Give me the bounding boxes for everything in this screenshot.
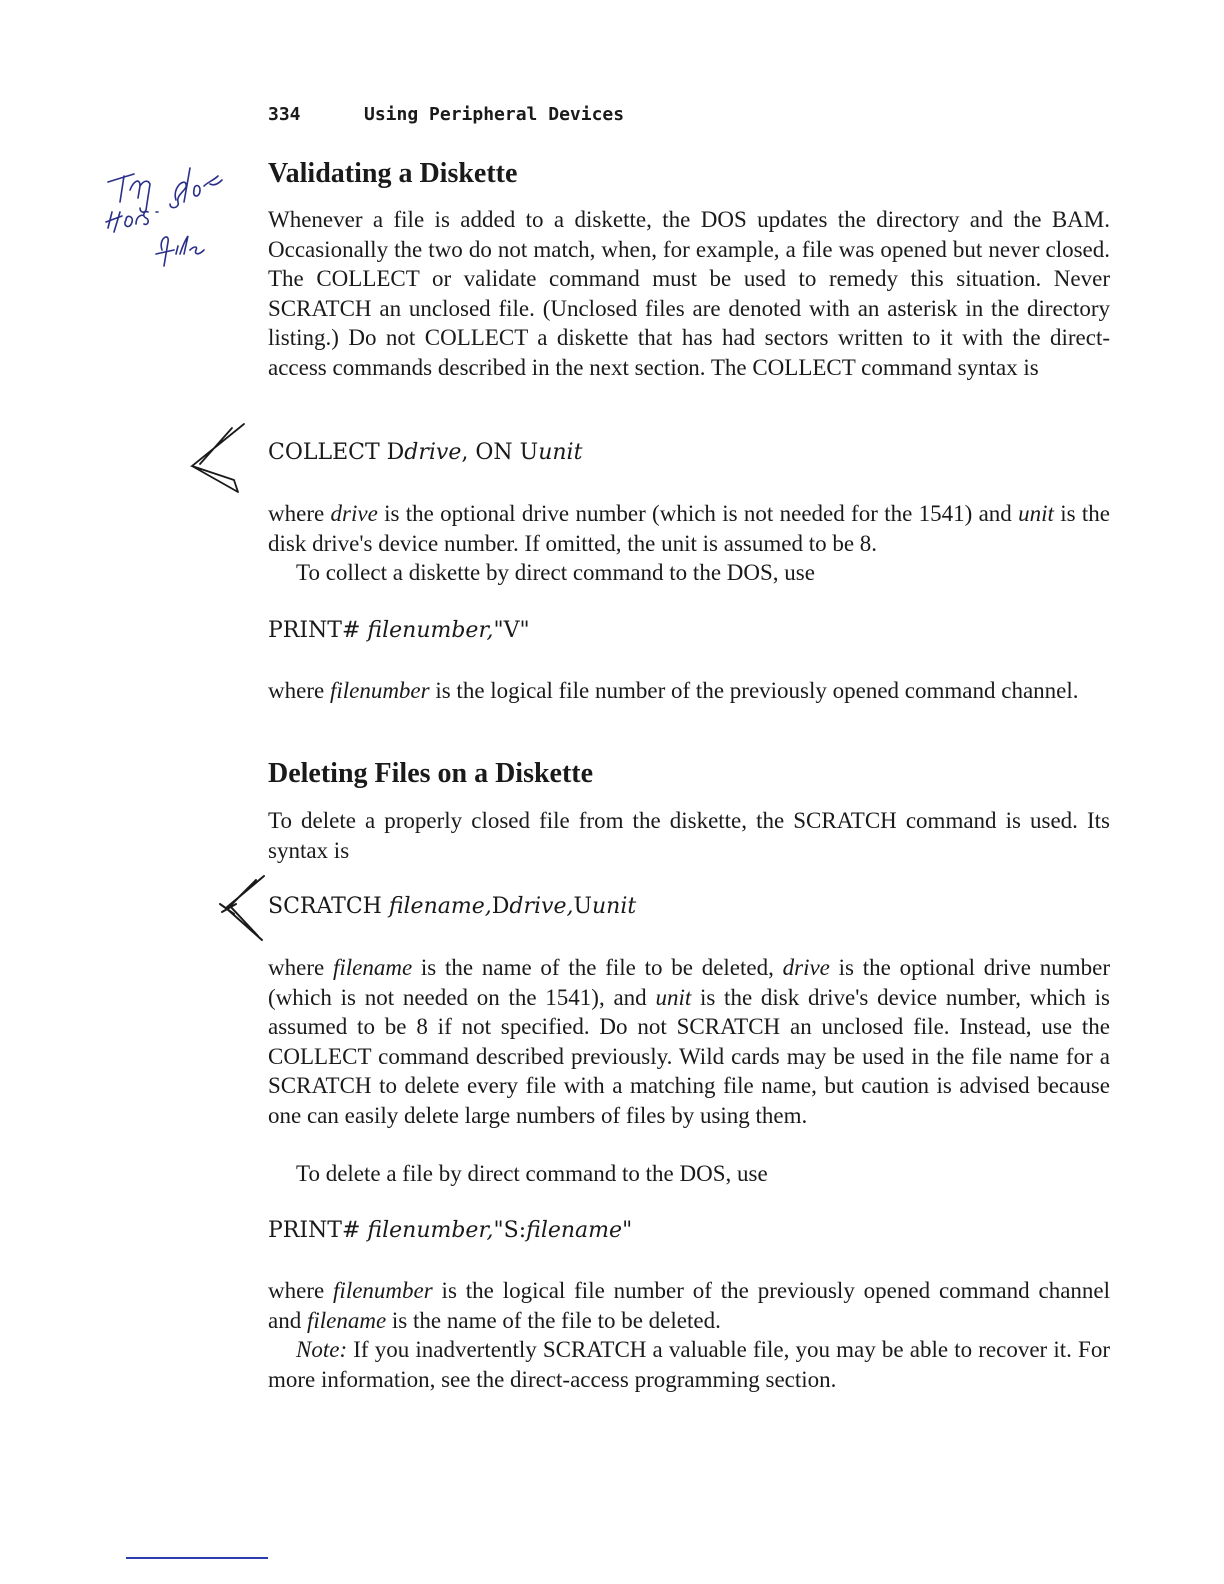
note-paragraph: Note: If you inadvertently SCRATCH a valuable file, you may be able to recover it. For more information, see the direct-access programming section. xyxy=(268,1337,1110,1392)
chapter-title: Using Peripheral Devices xyxy=(364,104,625,125)
print-validate-command: PRINT# filenumber,"V" xyxy=(268,618,530,643)
scratch-syntax: SCRATCH filename,Ddrive,Uunit xyxy=(268,894,637,919)
validate-where-filenumber: where filenumber is the logical file number of the previously opened command channel. xyxy=(268,678,1079,703)
section-heading-deleting: Deleting Files on a Diskette xyxy=(268,758,594,789)
pen-arrow-mark xyxy=(186,420,256,500)
collect-syntax: COLLECT Ddrive, ON Uunit xyxy=(268,440,583,465)
delete-paragraph: To delete a properly closed file from the diskette, the SCRATCH command is used. Its syntax is xyxy=(268,808,1110,863)
collect-where-paragraph: where drive is the optional drive number (which is not needed for the 1541) and unit is the disk drive's device number. If omitted, the unit is assumed to be 8. xyxy=(268,501,1111,556)
page-number: 334 xyxy=(268,104,301,125)
pen-arrow-mark-2 xyxy=(214,874,274,944)
handwritten-margin-note xyxy=(100,150,240,280)
scratch-where-paragraph: where filename is the name of the file to be deleted, drive is the optional drive number (which is not needed on the 1541), and unit is the disk drive's device number, which is assumed to be 8 if not specified. Do not SCRATCH an unclosed file. Instead, use the COLLECT command described previously. Wild cards may be used in the file name for a SCRATCH to delete every file with a matching file name, but caution is advised because one can easily delete large numbers of files by using them. xyxy=(268,955,1110,1128)
footer-rule xyxy=(126,1557,268,1559)
scratch-where-filenumber: where filenumber is the logical file number of the previously opened command channel and filename is the name of the file to be deleted. xyxy=(268,1278,1111,1333)
collect-direct-intro: To collect a diskette by direct command to the DOS, use xyxy=(296,560,815,585)
validate-paragraph: Whenever a file is added to a diskette, the DOS updates the directory and the BAM. Occasionally the two do not match, when, for example, a file was opened but never closed. The COLLECT or validate command must be used to remedy this situation. Never SCRATCH an unclosed file. (Unclosed files are denoted with an asterisk in the directory listing.) Do not COLLECT a diskette that has had sectors written to it with the direct-access commands described in the next section. The COLLECT command syntax is xyxy=(268,207,1110,380)
section-heading-validating: Validating a Diskette xyxy=(268,158,518,189)
print-scratch-command: PRINT# filenumber,"S:filename" xyxy=(268,1218,633,1243)
running-head xyxy=(268,104,624,125)
delete-direct-intro: To delete a file by direct command to the DOS, use xyxy=(296,1161,768,1186)
